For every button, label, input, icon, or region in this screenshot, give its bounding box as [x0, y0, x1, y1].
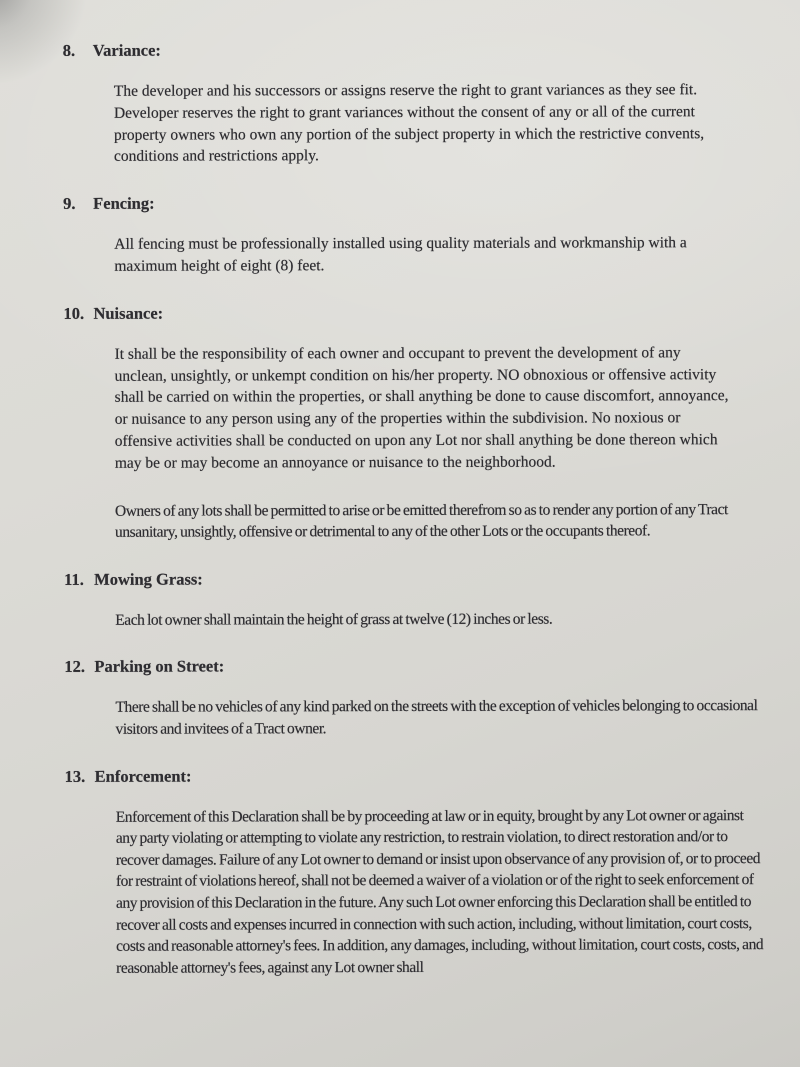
paragraph: Owners of any lots shall be permitted to arise or be emitted therefrom so as to render any portion of any Tract unsanitary, unsightly, offensive or detrimental to any of the other Lots or the occupants thereof.	[114, 500, 728, 541]
section-title: Variance:	[92, 40, 161, 60]
paragraph: Each lot owner shall maintain the height of grass at twelve (12) inches or less.	[115, 610, 553, 629]
section-title: Mowing Grass:	[94, 569, 203, 589]
paragraph: The developer and his successors or assigns reserve the right to grant variances as they see fit. Developer reserves the right to grant variances without the consent of any or all of the current property owners who own any portion of the subject property in which the restrictive convents, conditions and restrictions apply.	[113, 81, 705, 166]
section-heading	[64, 568, 736, 590]
section-heading	[64, 655, 736, 677]
document-page	[62, 39, 764, 1005]
section-enforcement	[64, 765, 764, 980]
section-number: 8.	[62, 40, 76, 60]
section-variance	[63, 39, 735, 168]
section-title: Fencing:	[93, 193, 155, 213]
paragraph: Enforcement of this Declaration shall be by proceeding at law or in equity, brought by any Lot owner or against any party violating or attempting to violate any restriction, to restrain violation, to direct restoration and/or to recover damages. Failure of any Lot owner to demand or insist upon observance of any provision of, or to proceed for restraint of violations hereof, shall not be deemed a waiver of a violation or of the right to seek enforcement of any provision of this Declaration in the future. Any such Lot owner enforcing this Declaration shall be entitled to recover all costs and expenses incurred in connection with such action, including, without limitation, court costs, costs and reasonable attorney's fees. In addition, any damages, including, without limitation, court costs, costs, and reasonable attorney's fees, against any Lot owner shall	[115, 806, 764, 977]
section-number: 9.	[63, 194, 76, 214]
section-heading	[65, 765, 737, 787]
section-title: Enforcement:	[94, 766, 192, 786]
section-number: 13.	[64, 766, 86, 786]
section-title: Nuisance:	[93, 303, 164, 323]
section-number: 10.	[63, 303, 85, 323]
section-mowing-grass	[64, 568, 736, 631]
paragraph: It shall be the responsibility of each owner and occupant to prevent the development of any unclean, unsightly, or unkempt condition on his/her property. NO obnoxious or offensive activity shall be carried on within the properties, or shall anything be done to cause discomfort, annoyance, or nuisance to any person using any of the properties within the subdivision. No noxious or offensive activities shall be conducted on upon any Lot nor shall anything be done thereon which may be or may become an annoyance or nuisance to the neighborhood.	[114, 344, 729, 472]
section-fencing	[63, 192, 735, 277]
paragraph: All fencing must be professionally installed using quality materials and workmanship with a maximum height of eight (8) feet.	[114, 234, 687, 275]
paragraph: There shall be no vehicles of any kind parked on the streets with the exception of vehicles belonging to occasional visitors and invitees of a Tract owner.	[115, 697, 758, 738]
section-number: 11.	[64, 569, 84, 589]
section-number: 12.	[64, 657, 86, 677]
section-heading	[63, 192, 735, 214]
section-heading	[63, 39, 735, 61]
section-title: Parking on Street:	[94, 656, 225, 677]
section-heading	[63, 302, 735, 324]
section-parking-on-street	[64, 655, 758, 740]
section-nuisance	[63, 302, 736, 544]
